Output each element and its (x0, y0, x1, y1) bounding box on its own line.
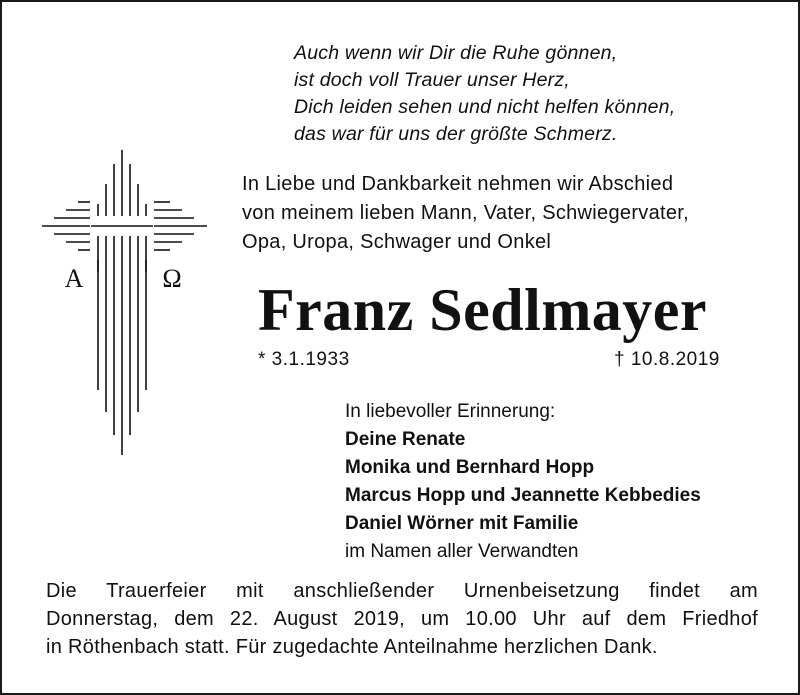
poem-line: ist doch voll Trauer unser Herz, (294, 69, 570, 91)
poem-line: das war für uns der größte Schmerz. (294, 123, 618, 145)
poem-line: Auch wenn wir Dir die Ruhe gönnen, (294, 42, 618, 64)
mourner-name: Daniel Wörner mit Familie (345, 513, 579, 534)
birth-date: * 3.1.1933 (258, 349, 350, 370)
service-announcement (46, 577, 758, 661)
poem-line: Dich leiden sehen und nicht helfen können, (294, 96, 676, 118)
deceased-name: Franz Sedlmayer (258, 277, 708, 343)
memorial-poem (294, 40, 774, 148)
mourner-name: Marcus Hopp und Jeannette Kebbedies (345, 485, 701, 506)
service-line: Donnerstag, dem 22. August 2019, um 10.00 Uhr auf dem Friedhof (46, 608, 758, 630)
mourners-block (345, 398, 785, 566)
service-line: in Röthenbach statt. Für zugedachte Anteilnahme herzlichen Dank. (46, 636, 658, 658)
intro-line: von meinem lieben Mann, Vater, Schwiegervater, (242, 202, 689, 224)
intro-line: Opa, Uropa, Schwager und Onkel (242, 231, 552, 253)
mourner-name: Monika und Bernhard Hopp (345, 457, 595, 478)
omega-symbol: Ω (162, 264, 182, 293)
farewell-intro (242, 170, 782, 257)
mourner-name: Deine Renate (345, 429, 466, 450)
alpha-symbol: A (64, 264, 84, 293)
mourners-heading: In liebevoller Erinnerung: (345, 401, 556, 422)
intro-line: In Liebe und Dankbarkeit nehmen wir Abschied (242, 173, 674, 195)
cross-icon (42, 150, 207, 455)
death-date: † 10.8.2019 (614, 349, 720, 370)
mourners-closing: im Namen aller Verwandten (345, 541, 579, 562)
service-line: Die Trauerfeier mit anschließender Urnenbeisetzung findet am (46, 580, 758, 602)
